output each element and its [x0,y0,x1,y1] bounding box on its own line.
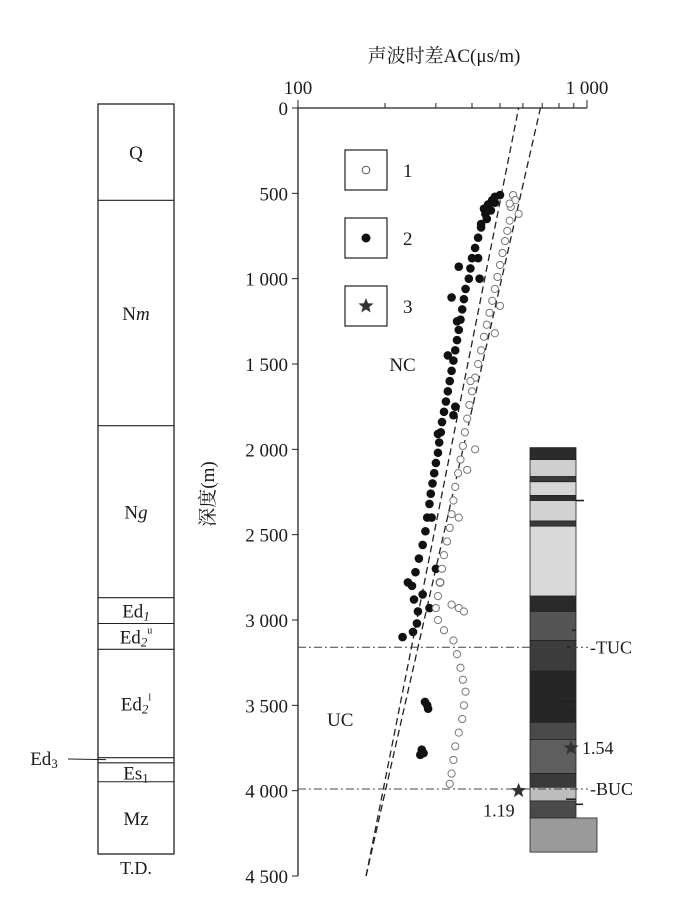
open-data-point [432,604,439,611]
y-axis-title: 深度(m) [198,461,219,527]
open-data-point [453,651,460,658]
filled-data-point [418,541,427,550]
y-tick-label: 0 [278,99,288,120]
filled-data-point [466,264,475,273]
lithology-bed [530,526,576,596]
lithology-bed [530,596,576,611]
lithology-strip [530,448,597,852]
legend-label: 2 [403,229,413,250]
legend-label: 3 [403,297,413,318]
open-data-point [460,702,467,709]
open-data-point [448,511,455,518]
y-tick-label: 500 [259,184,288,206]
strat-unit-label-ed2u: Ed2$^u$ [119,625,153,650]
filled-data-point [475,274,484,283]
filled-data-point [474,233,483,242]
filled-data-point [451,346,460,355]
filled-data-point [418,590,427,599]
filled-data-point [414,607,423,616]
strat-unit-label-q: Q [129,143,143,165]
open-data-point [471,446,478,453]
open-data-point [461,429,468,436]
lithology-bed [530,774,576,788]
lithology-bed [530,521,576,526]
open-data-point [464,466,471,473]
legend-label: 1 [403,161,413,182]
filled-data-point [413,619,422,628]
strat-unit-label-es1: Es1 [123,763,149,786]
filled-data-point [460,295,469,304]
zone-label-nc: NC [389,355,416,376]
filled-data-point [444,351,453,360]
lithology-bed [530,640,576,671]
open-data-point [496,261,503,268]
open-data-point [496,302,503,309]
reference-line-label: -BUC [590,778,634,799]
filled-data-point [409,628,418,637]
y-tick-label: 4 500 [245,867,288,888]
y-tick-label: 3 000 [245,611,288,632]
lithology-bed [530,739,576,773]
filled-data-point [471,244,480,253]
filled-data-point [447,367,456,376]
open-data-point [464,415,471,422]
filled-data-point [453,336,462,345]
filled-data-point [434,430,443,439]
open-data-point [459,715,466,722]
open-data-point [434,593,441,600]
open-data-point [504,227,511,234]
filled-data-point [487,206,496,215]
filled-data-point [442,397,451,406]
filled-data-point [449,411,458,420]
star-marker-label: 1.54 [581,738,614,758]
lithology-bed [530,448,576,460]
x-tick-label-100: 100 [283,78,313,99]
filled-data-point [427,513,436,522]
open-data-point [491,330,498,337]
filled-data-point [453,317,462,326]
filled-data-point [474,254,483,263]
open-data-point [468,388,475,395]
x-axis-title: 声波时差AC(μs/m) [367,46,521,67]
star-marker [511,783,526,797]
open-data-point [457,664,464,671]
legend-open-circle [362,166,370,174]
filled-data-point [440,407,449,416]
open-data-point [462,688,469,695]
lithology-bed [530,801,576,818]
filled-data-point [430,469,439,478]
legend-filled-circle [362,234,371,243]
open-data-point [480,333,487,340]
filled-data-point [438,418,447,427]
open-data-point [452,483,459,490]
open-data-point [455,514,462,521]
strat-unit-label-ng: Ng [124,502,148,524]
x-tick-label-1000: 1 000 [565,78,609,99]
y-tick-label: 2 500 [245,525,288,547]
filled-data-point [434,448,443,457]
open-data-point [446,524,453,531]
filled-data-point [416,751,425,760]
strat-unit-label-mz: Mz [123,808,149,830]
filled-data-point [454,262,463,271]
open-data-point [452,743,459,750]
filled-data-point [444,387,453,396]
open-data-point [450,756,457,763]
filled-data-point [435,438,444,447]
ed3-leader-line [68,759,106,760]
filled-data-point [421,527,430,536]
filled-data-point [465,274,474,283]
strat-unit-label-ed3: Ed3 [30,749,58,771]
open-data-point [443,538,450,545]
open-data-point [446,780,453,787]
open-data-point [499,249,506,256]
filled-data-point [424,704,433,713]
filled-data-point [428,479,437,488]
filled-data-point [461,285,470,294]
y-tick-label: 3 500 [245,696,288,718]
filled-data-point [454,326,463,335]
lithology-bed [530,460,576,477]
filled-data-point [415,554,424,563]
filled-data-point [411,568,420,577]
lithology-bed [530,495,576,500]
td-label: T.D. [120,858,152,878]
open-data-point [440,552,447,559]
y-tick-label: 2 000 [245,440,288,462]
filled-data-point [451,402,460,411]
open-data-point [501,238,508,245]
filled-data-point [477,220,486,229]
stratigraphic-column [30,104,174,854]
filled-data-point [447,293,456,302]
y-tick-label: 4 000 [245,781,288,803]
open-data-point [506,217,513,224]
strat-unit-label-ed2l: Ed2$^l$ [120,692,152,717]
zone-label-uc: UC [327,709,354,731]
legend [345,150,413,326]
open-data-point [483,321,490,328]
lithology-bed [530,482,576,496]
open-data-point [460,608,467,615]
open-data-point [459,442,466,449]
lithology-bed [530,722,576,739]
open-data-point [454,470,461,477]
open-data-point [491,285,498,292]
filled-data-point [445,377,454,386]
filled-data-point [425,500,434,509]
reference-line-label: -TUC [590,637,632,658]
filled-data-point [404,578,413,587]
lithology-bed [530,671,576,722]
open-data-point [515,210,522,217]
strat-column-frame [98,104,174,854]
trend-line-1 [366,108,519,876]
y-tick-label: 1 500 [245,355,288,376]
filled-data-point [458,305,467,314]
filled-data-point [410,595,419,604]
open-data-point [466,401,473,408]
filled-data-point [432,459,441,468]
open-data-point [448,770,455,777]
star-marker-label: 1.19 [483,800,515,821]
open-data-point [450,497,457,504]
open-data-point [459,676,466,683]
open-data-point [440,627,447,634]
lithology-bed [530,477,576,482]
open-data-point [489,297,496,304]
open-data-point [506,200,513,207]
open-data-point [434,616,441,623]
filled-data-point [426,489,435,498]
open-data-point [467,377,474,384]
open-data-point [477,347,484,354]
open-data-point [438,565,445,572]
strat-unit-label-ed1: Ed1 [122,601,150,624]
lithology-bed [530,818,597,852]
open-data-point [436,579,443,586]
open-data-point [448,601,455,608]
lithology-bed [530,611,576,640]
open-data-point [486,309,493,316]
open-data-point [455,729,462,736]
open-data-point [450,637,457,644]
lithology-bed [530,501,576,521]
filled-data-point [491,192,500,201]
filled-data-point [398,633,407,642]
open-data-point [494,273,501,280]
open-data-point [457,456,464,463]
strat-unit-label-nm: Nm [122,304,150,326]
open-data-point [475,360,482,367]
y-tick-label: 1 000 [245,269,288,291]
